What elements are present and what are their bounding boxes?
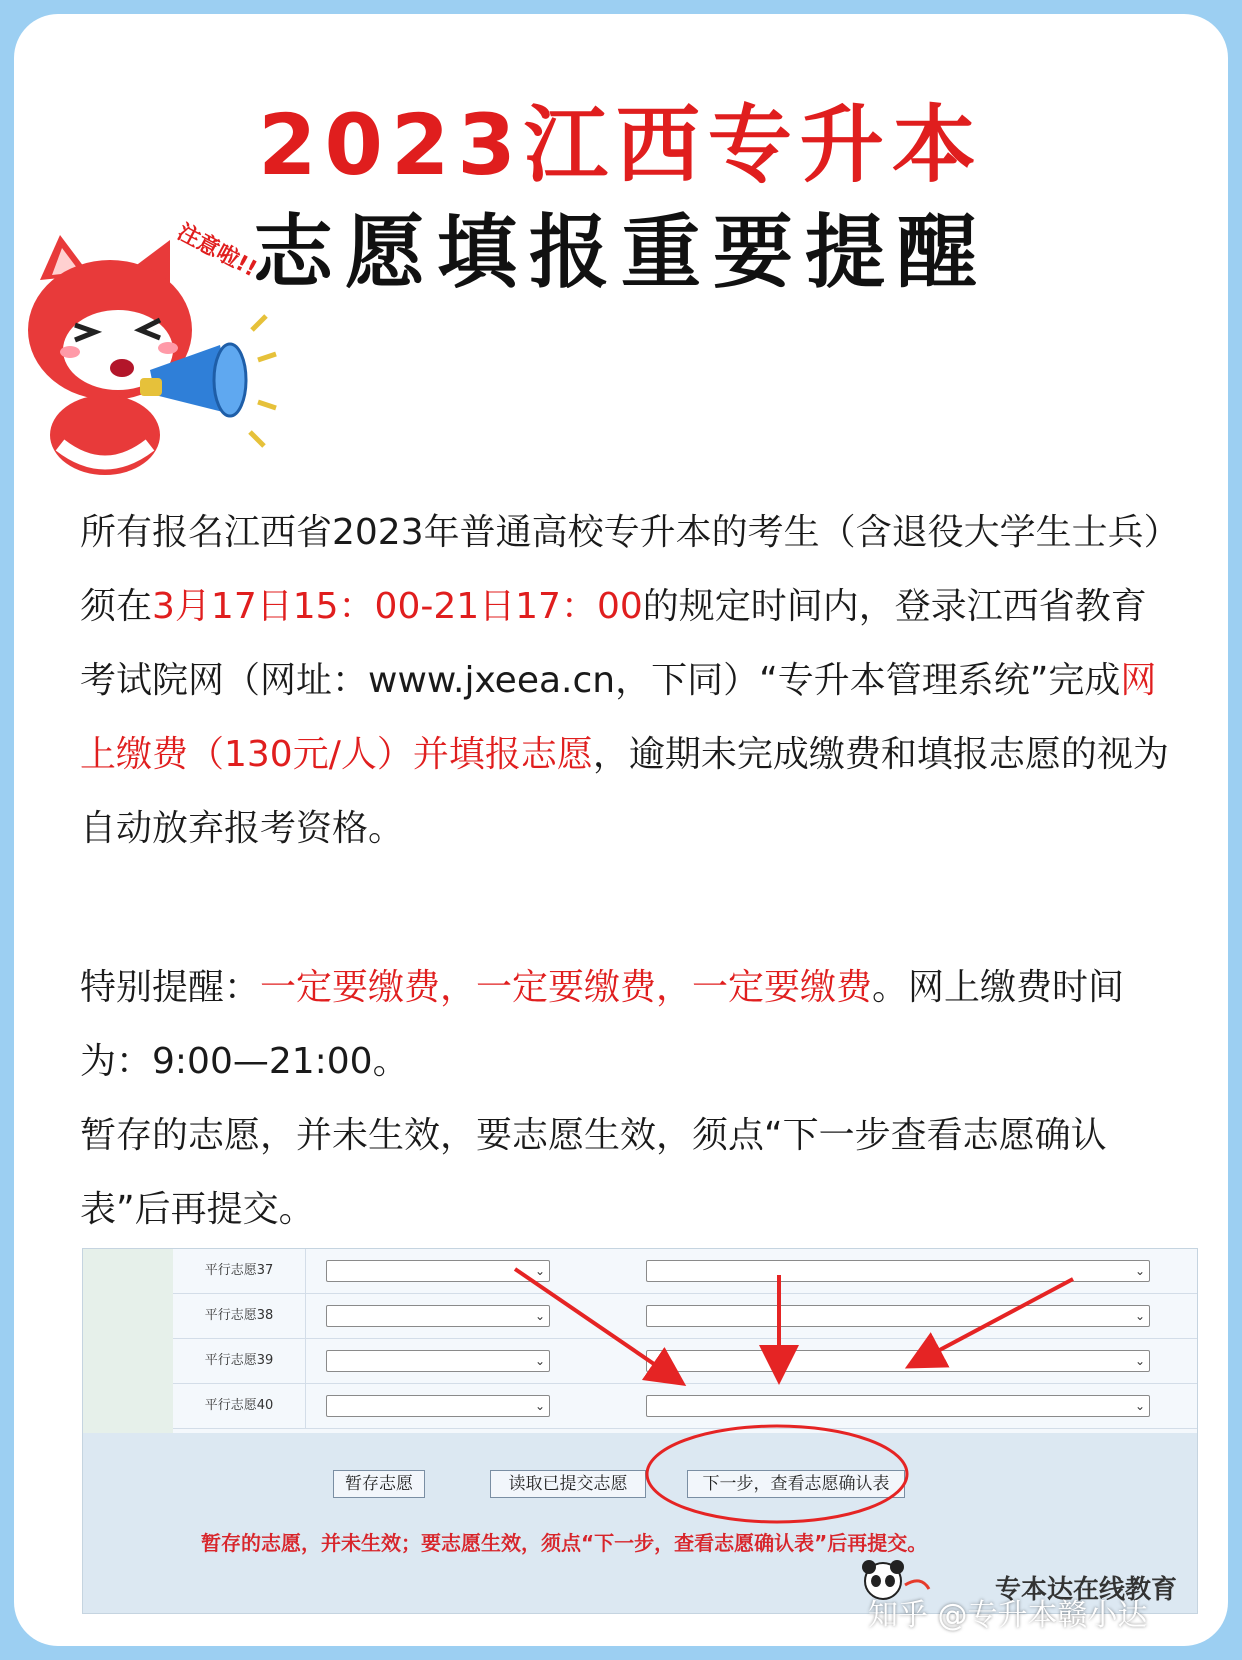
row-label: 平行志愿37 <box>173 1249 306 1293</box>
registration-paragraph: 所有报名江西省2023年普通高校专升本的考生（含退役大学生士兵）须在3月17日15：00-21日17：00的规定时间内，登录江西省教育考试院网（网址：www.jxeea.cn，下同）“专升本管理系统”完成网上缴费（130元/人）并填报志愿，逾期未完成缴费和填报志愿的视为自动放弃报考资格。 <box>80 512 1180 849</box>
row-label: 平行志愿38 <box>173 1294 306 1338</box>
chevron-down-icon: ⌄ <box>1134 1354 1145 1368</box>
chevron-down-icon: ⌄ <box>1134 1399 1145 1413</box>
chevron-down-icon: ⌄ <box>534 1399 545 1413</box>
row-label: 平行志愿39 <box>173 1339 306 1383</box>
mascot-shout-text: 注意啦!! <box>173 220 261 283</box>
system-screenshot <box>82 1248 1198 1614</box>
read-submitted-button[interactable]: 读取已提交志愿 <box>490 1470 646 1498</box>
chevron-down-icon: ⌄ <box>534 1354 545 1368</box>
next-step-confirm-button[interactable]: 下一步，查看志愿确认表 <box>687 1470 905 1498</box>
red-circle <box>647 1426 907 1522</box>
page-title: 2023江西专升本 <box>258 96 984 194</box>
fee-highlight: 网上缴费（130元/人）并填报志愿 <box>80 660 1157 775</box>
row-label: 平行志愿40 <box>173 1384 306 1428</box>
deadline-highlight: 3月17日15：00-21日17：00 <box>152 586 643 627</box>
chevron-down-icon: ⌄ <box>1134 1264 1145 1278</box>
save-draft-button[interactable]: 暂存志愿 <box>333 1470 425 1498</box>
red-arrow <box>515 1269 673 1377</box>
temporary-save-paragraph: 暂存的志愿，并未生效，要志愿生效，须点“下一步查看志愿确认表”后再提交。 <box>80 1115 1107 1230</box>
annotation-overlay <box>83 1249 1197 1613</box>
special-reminder-paragraph: 特别提醒：一定要缴费，一定要缴费，一定要缴费。网上缴费时间为：9:00—21:00。 <box>80 967 1125 1082</box>
chevron-down-icon: ⌄ <box>534 1309 545 1323</box>
chevron-down-icon: ⌄ <box>1134 1309 1145 1323</box>
red-arrow <box>919 1279 1073 1361</box>
screenshot-note: 暂存的志愿，并未生效；要志愿生效，须点“下一步，查看志愿确认表”后再提交。 <box>201 1531 928 1555</box>
pay-fee-highlight: 一定要缴费，一定要缴费，一定要缴费 <box>260 967 873 1008</box>
zhihu-watermark: 知乎 @专升本赣小达 <box>868 1598 1148 1633</box>
page-subtitle: 志愿填报重要提醒 <box>253 206 989 299</box>
chevron-down-icon: ⌄ <box>534 1264 545 1278</box>
fox-mascot-illustration <box>20 220 280 490</box>
brand-name: 专本达在线教育 <box>994 1575 1177 1605</box>
